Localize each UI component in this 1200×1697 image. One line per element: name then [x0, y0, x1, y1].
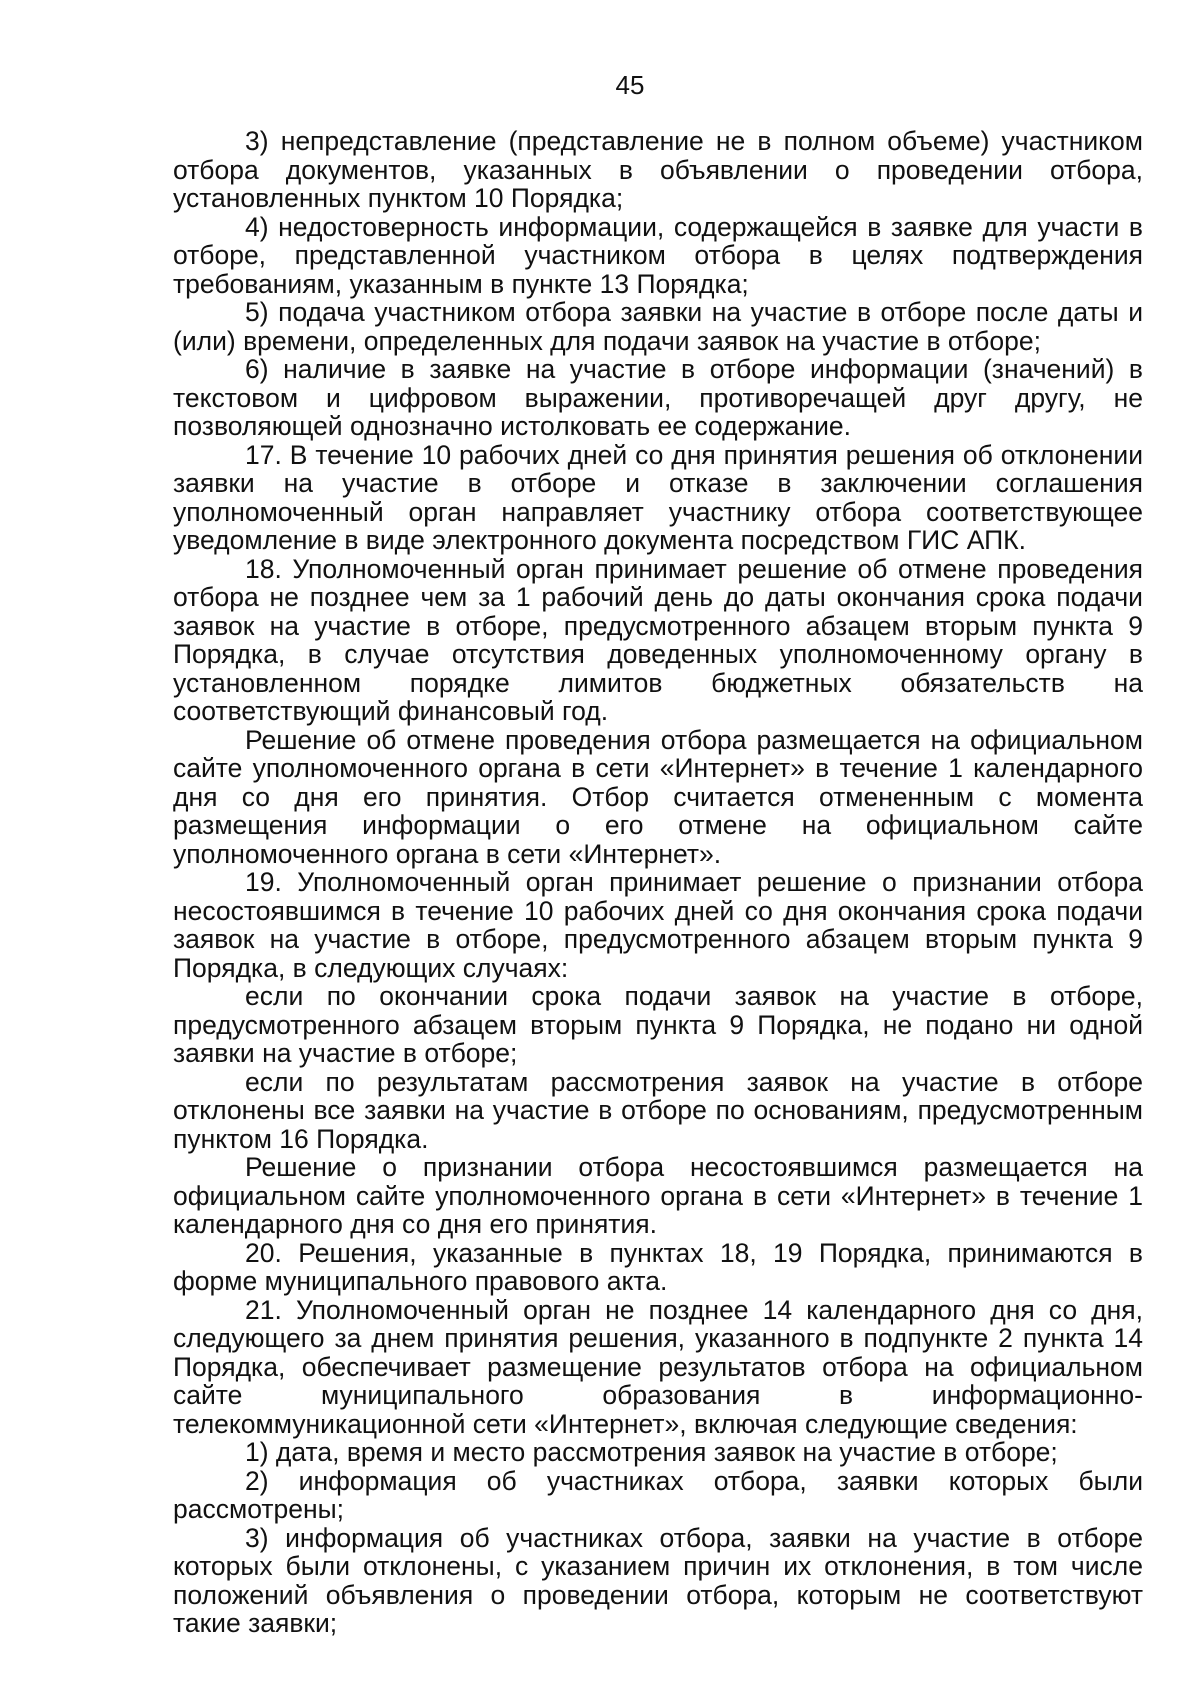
paragraph: Решение об отмене проведения отбора размещается на официальном сайте уполномоченного органа в сети «Интернет» в течение 1 календарного дня со дня его принятия. Отбор считается отмененным с момента размещения информации о его отмене на официальном сайте уполномоченного органа в сети «Интернет». [173, 724, 1143, 869]
paragraph: 6) наличие в заявке на участие в отборе информации (значений) в текстовом и цифровом выражении, противоречащей друг другу, не позволяющей однозначно истолковать ее содержание. [173, 354, 1143, 441]
paragraph: если по окончании срока подачи заявок на участие в отборе, предусмотренного абзацем вторым пункта 9 Порядка, не подано ни одной заявки на участие в отборе; [173, 981, 1143, 1068]
paragraph: 20. Решения, указанные в пунктах 18, 19 Порядка, принимаются в форме муниципального правового акта. [173, 1237, 1143, 1296]
paragraph: 2) информация об участниках отбора, заявки которых были рассмотрены; [173, 1465, 1143, 1524]
paragraph: если по результатам рассмотрения заявок на участие в отборе отклонены все заявки на участие в отборе по основаниям, предусмотренным пунктом 16 Порядка. [173, 1066, 1143, 1154]
paragraph: 4) недостоверность информации, содержащейся в заявке для участи в отборе, представленной участником отбора в целях подтверждения требованиям, указанным в пункте 13 Порядка; [173, 211, 1143, 299]
paragraph: 3) информация об участниках отбора, заявки на участие в отборе которых были отклонены, с указанием причин их отклонения, в том числе положений объявления о проведении отбора, которым не соответствуют такие заявки; [173, 1522, 1143, 1638]
paragraph: 5) подача участником отбора заявки на участие в отборе после даты и (или) времени, определенных для подачи заявок на участие в отборе; [173, 297, 1143, 356]
paragraph: 3) непредставление (представление не в полном объеме) участником отбора документов, указанных в объявлении о проведении отбора, установленных пунктом 10 Порядка; [173, 126, 1143, 213]
paragraph: Решение о признании отбора несостоявшимся размещается на официальном сайте уполномоченного органа в сети «Интернет» в течение 1 календарного дня со дня его принятия. [173, 1152, 1143, 1239]
paragraph: 17. В течение 10 рабочих дней со дня принятия решения об отклонении заявки на участие в отборе и отказе в заключении соглашения уполномоченный орган направляет участнику отбора соответствующее уведомление в виде электронного документа посредством ГИС АПК. [173, 439, 1143, 555]
paragraph: 18. Уполномоченный орган принимает решение об отмене проведения отбора не позднее чем за 1 рабочий день до даты окончания срока подачи заявок на участие в отборе, предусмотренного абзацем вторым пункта 9 Порядка, в случае отсутствия доведенных уполномоченному органу в установленном порядке лимитов бюджетных обязательств на соответствующий финансовый год. [173, 553, 1143, 726]
paragraph: 21. Уполномоченный орган не позднее 14 календарного дня со дня, следующего за днем принятия решения, указанного в подпункте 2 пункта 14 Порядка, обеспечивает размещение результатов отбора на официальном сайте муниципального образования в информационно-телекоммуникационной сети «Интернет», включая следующие сведения: [173, 1294, 1143, 1439]
paragraph: 19. Уполномоченный орган принимает решение о признании отбора несостоявшимся в течение 10 рабочих дней со дня окончания срока подачи заявок на участие в отборе, предусмотренного абзацем вторым пункта 9 Порядка, в следующих случаях: [173, 867, 1143, 983]
paragraph: 1) дата, время и место рассмотрения заявок на участие в отборе; [245, 1437, 1058, 1467]
document-body [173, 127, 1143, 1638]
page-number: 45 [615, 70, 645, 100]
